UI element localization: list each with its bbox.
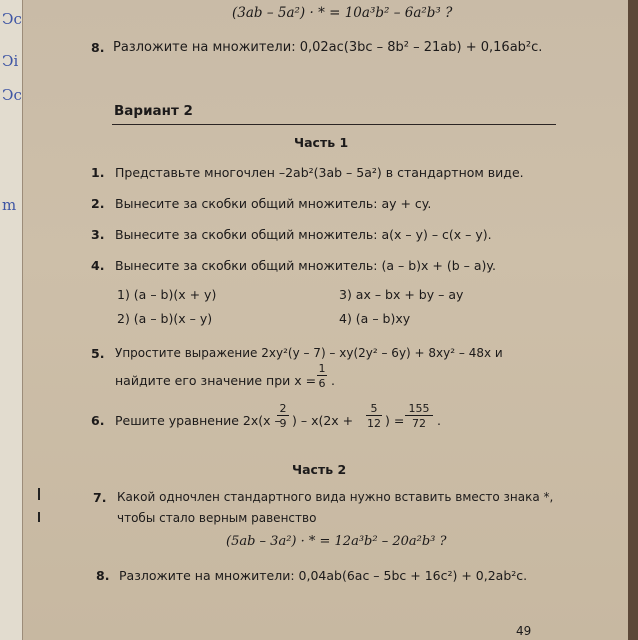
answer-option: 4) (a – b)xy (339, 311, 411, 326)
question-number: 5. (91, 346, 105, 361)
question-text-cont: найдите его значение при x = (115, 373, 317, 388)
margin-mark: Ͻi (2, 52, 19, 70)
fraction-numerator: 1 (318, 362, 326, 375)
equation: (5ab – 3a²) · * = 12a³b² – 20a²b³ ? (226, 534, 447, 549)
top-equation: (3ab – 5a²) · * = 10a³b² – 6a²b³ ? (232, 5, 453, 21)
margin-mark: Ͻc (2, 86, 22, 104)
fraction-numerator: 2 (277, 402, 289, 416)
question-text: Решите уравнение 2x(x – (115, 413, 281, 428)
answer-option: 1) (a – b)(x + y) (117, 287, 217, 302)
punctuation: . (331, 373, 335, 388)
facing-page-edge (0, 0, 23, 640)
question-number: 8. (96, 568, 110, 583)
margin-mark-line (38, 512, 40, 522)
divider (112, 124, 556, 125)
question-number: 6. (91, 413, 105, 428)
page-number: 49 (516, 624, 532, 638)
fraction-denominator: 6 (318, 377, 326, 390)
question-number: 2. (91, 196, 105, 211)
right-shadow (628, 0, 638, 640)
question-text: Вынесите за скобки общий множитель: ay + cy. (115, 196, 432, 211)
fraction-numerator: 155 (405, 402, 433, 416)
question-number: 8. (91, 40, 105, 55)
fraction-denominator: 72 (412, 417, 426, 430)
punctuation: . (437, 413, 441, 428)
question-text: Вынесите за скобки общий множитель: a(x – y) – c(x – y). (115, 227, 492, 242)
question-text: Упростите выражение 2xy²(y – 7) – xy(2y² – 6y) + 8xy² – 48x и (115, 346, 503, 360)
question-number: 1. (91, 165, 105, 180)
question-number: 4. (91, 258, 105, 273)
answer-option: 2) (a – b)(x – y) (117, 311, 213, 326)
answer-option: 3) ax – bx + by – ay (339, 287, 464, 302)
variant-title: Вариант 2 (114, 103, 193, 119)
section-title: Часть 1 (294, 135, 349, 150)
margin-mark: Ͻc (2, 10, 22, 28)
question-number: 3. (91, 227, 105, 242)
question-text: Разложите на множители: 0,04ab(6ac – 5bc + 16c²) + 0,2ab²c. (119, 568, 528, 583)
fraction-denominator: 9 (279, 417, 287, 430)
question-text: Представьте многочлен –2ab²(3ab – 5a²) в стандартном виде. (115, 165, 524, 180)
question-text-cont: чтобы стало верным равенство (117, 511, 317, 525)
section-title: Часть 2 (292, 462, 347, 477)
margin-mark-line (38, 488, 40, 500)
equation-part: ) – x(2x + (292, 413, 354, 428)
fraction-denominator: 12 (367, 417, 381, 430)
fraction-numerator: 5 (366, 402, 382, 416)
question-text: Разложите на множители: 0,02ac(3bc – 8b² – 21ab) + 0,16ab²c. (113, 40, 543, 55)
equation-part: ) = (385, 413, 405, 428)
margin-mark: m (2, 196, 17, 214)
question-text: Вынесите за скобки общий множитель: (a – b)x + (b – a)y. (115, 258, 496, 273)
question-number: 7. (93, 490, 107, 505)
question-text: Какой одночлен стандартного вида нужно вставить вместо знака *, (117, 490, 554, 504)
